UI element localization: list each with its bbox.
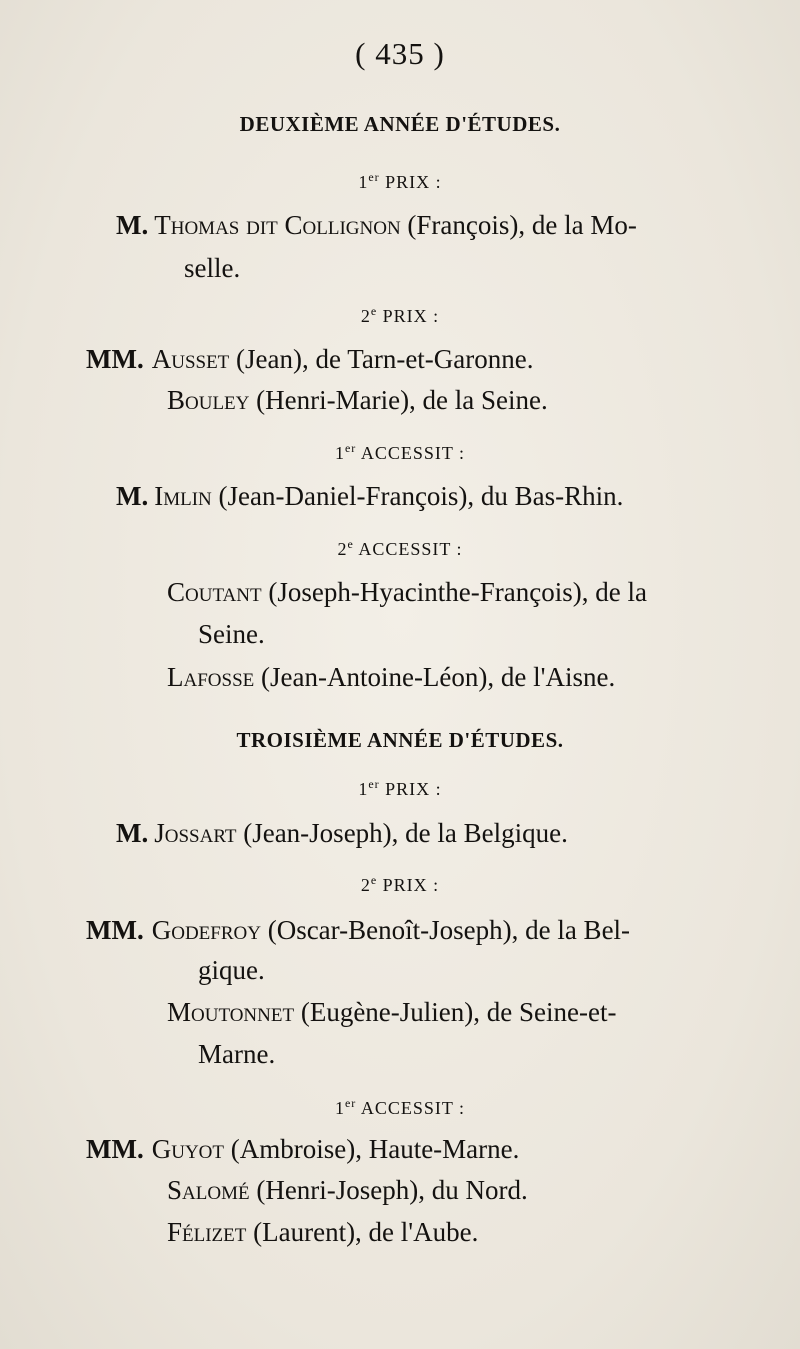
award-entry-continuation: selle. xyxy=(184,253,241,283)
honorific: MM. xyxy=(86,915,144,945)
award-entry: Bouley (Henri-Marie), de la Seine. xyxy=(167,385,548,415)
laureate-name: Imlin xyxy=(154,481,212,511)
award-entry: Lafosse (Jean-Antoine-Léon), de l'Aisne. xyxy=(167,662,616,692)
page-number: ( 435 ) xyxy=(355,36,445,71)
honorific: MM. xyxy=(86,344,144,374)
laureate-name: Godefroy xyxy=(151,915,261,945)
laureate-name: Guyot xyxy=(151,1134,224,1164)
honorific: M. xyxy=(116,210,149,240)
laureate-name: Moutonnet xyxy=(167,997,295,1027)
award-entry: M. Jossart (Jean-Joseph), de la Belgique. xyxy=(116,818,568,848)
award-entry-continuation: Seine. xyxy=(198,619,265,649)
award-entry: M. Thomas dit Collignon (François), de la Mo- xyxy=(116,210,637,240)
second-prize-label: 2e PRIX : xyxy=(360,304,440,326)
laureate-name: Bouley xyxy=(167,385,250,415)
award-entry: Félizet (Laurent), de l'Aube. xyxy=(167,1217,479,1247)
honorific: M. xyxy=(116,481,149,511)
second-accessit-label: 2e ACCESSIT : xyxy=(337,537,463,559)
section-heading-third-year: TROISIÈME ANNÉE D'ÉTUDES. xyxy=(236,728,564,752)
award-entry: MM. Guyot (Ambroise), Haute-Marne. xyxy=(86,1134,520,1164)
first-accessit-label: 1er ACCESSIT : xyxy=(334,1096,466,1118)
laureate-name: Coutant xyxy=(167,577,262,607)
honorific: M. xyxy=(116,818,149,848)
award-entry: Moutonnet (Eugène-Julien), de Seine-et- xyxy=(167,997,617,1027)
laureate-name: Thomas dit Collignon xyxy=(154,210,401,240)
award-entry: MM. Ausset (Jean), de Tarn-et-Garonne. xyxy=(86,344,534,374)
award-entry: Salomé (Henri-Joseph), du Nord. xyxy=(167,1175,528,1205)
laureate-name: Félizet xyxy=(167,1217,247,1247)
laureate-name: Ausset xyxy=(151,344,230,374)
award-entry-continuation: gique. xyxy=(198,955,265,985)
first-accessit-label: 1er ACCESSIT : xyxy=(334,441,466,463)
award-entry-continuation: Marne. xyxy=(198,1039,276,1069)
second-prize-label: 2e PRIX : xyxy=(360,873,440,895)
section-heading-second-year: DEUXIÈME ANNÉE D'ÉTUDES. xyxy=(239,112,561,136)
first-prize-label: 1er PRIX : xyxy=(358,777,442,799)
award-entry: MM. Godefroy (Oscar-Benoît-Joseph), de la Bel- xyxy=(86,915,631,945)
honorific: MM. xyxy=(86,1134,144,1164)
award-entry: Coutant (Joseph-Hyacinthe-François), de la xyxy=(167,577,647,607)
laureate-name: Jossart xyxy=(154,818,237,848)
first-prize-label: 1er PRIX : xyxy=(358,170,442,192)
laureate-name: Salomé xyxy=(167,1175,250,1205)
laureate-name: Lafosse xyxy=(167,662,255,692)
award-entry: M. Imlin (Jean-Daniel-François), du Bas-Rhin. xyxy=(116,481,624,511)
